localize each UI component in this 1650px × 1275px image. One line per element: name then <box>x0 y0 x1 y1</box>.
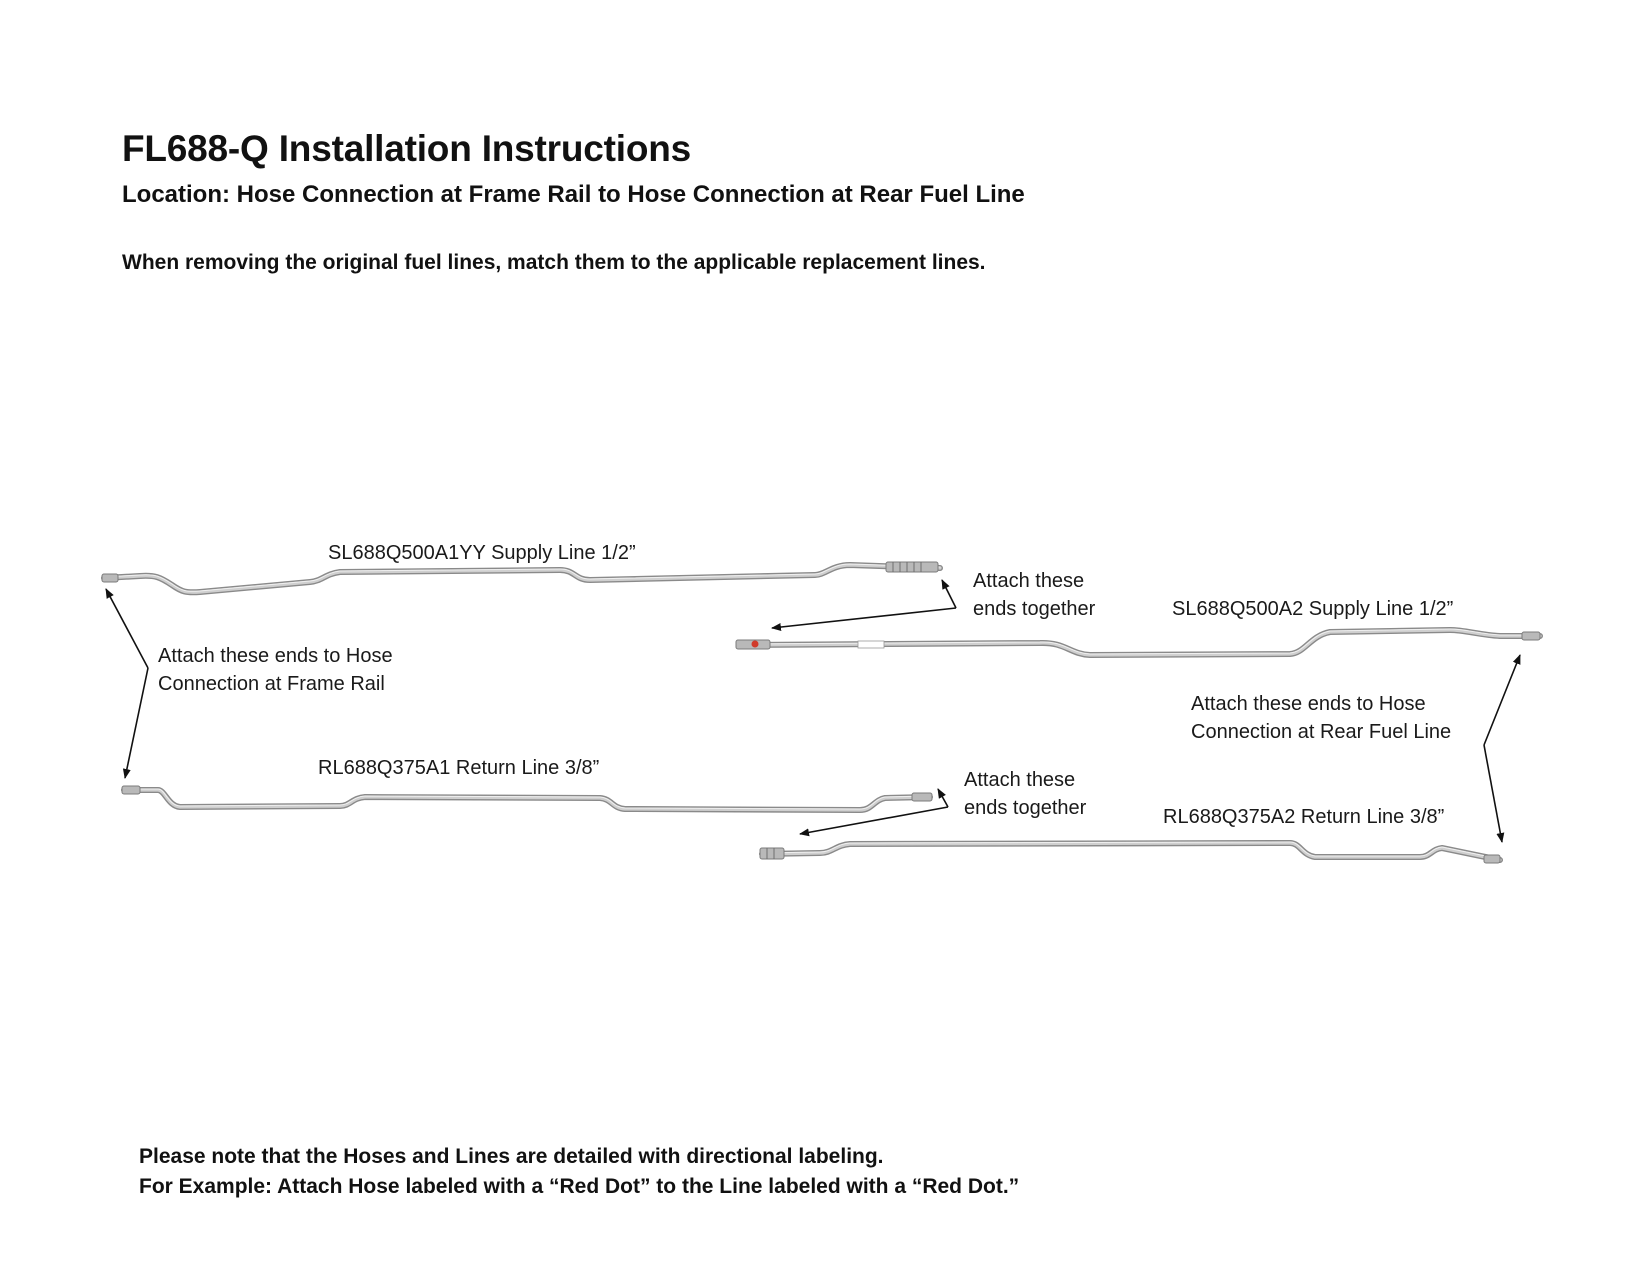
callout-supply-join-line1: Attach these <box>973 570 1085 592</box>
arrow-rear-fuel <box>1484 655 1520 842</box>
return-line-a2 <box>760 842 1500 863</box>
supply-line-a1-label: SL688Q500A1YY Supply Line 1/2” <box>328 542 636 564</box>
return-line-a2-label: RL688Q375A2 Return Line 3/8” <box>1163 806 1445 828</box>
arrow-supply-join <box>772 580 956 628</box>
supply-a1-frame-end-fitting <box>102 574 118 582</box>
intro-note: When removing the original fuel lines, match them to the applicable replacement lines. <box>122 251 986 274</box>
supply-a2-rear-end-fitting <box>1522 632 1540 640</box>
return-a1-hose-end-fitting <box>912 793 932 801</box>
callout-rear-fuel-line1: Attach these ends to Hose <box>1191 693 1426 715</box>
callout-frame-rail-line2: Connection at Frame Rail <box>158 673 385 695</box>
supply-line-a1 <box>102 562 940 592</box>
return-line-a1-label: RL688Q375A1 Return Line 3/8” <box>318 757 600 779</box>
page-title: FL688-Q Installation Instructions <box>122 128 692 169</box>
arrow-frame-rail <box>106 589 148 778</box>
part-label-tag <box>858 641 884 648</box>
callout-frame-rail-line1: Attach these ends to Hose <box>158 645 393 667</box>
callout-return-join-line1: Attach these <box>964 769 1076 791</box>
return-a2-rear-end-fitting <box>1484 855 1500 863</box>
callout-return-join <box>964 766 1086 822</box>
supply-line-a2-label: SL688Q500A2 Supply Line 1/2” <box>1172 598 1454 620</box>
page-subtitle: Location: Hose Connection at Frame Rail to Hose Connection at Rear Fuel Line <box>122 181 1025 208</box>
red-dot-marker <box>752 641 759 648</box>
callout-return-join-line2: ends together <box>964 797 1087 819</box>
footer-note-directional: Please note that the Hoses and Lines are detailed with directional labeling. <box>139 1145 884 1168</box>
callout-rear-fuel <box>1191 690 1451 746</box>
supply-a1-hose-end-fitting <box>886 562 938 572</box>
return-a2-hose-end-fitting <box>760 848 784 859</box>
return-a1-frame-end-fitting <box>122 786 140 794</box>
callout-rear-fuel-line2: Connection at Rear Fuel Line <box>1191 721 1452 743</box>
callout-supply-join <box>973 567 1095 623</box>
supply-line-a2 <box>736 629 1540 655</box>
callout-supply-join-line2: ends together <box>973 598 1096 620</box>
return-line-a1 <box>122 786 932 810</box>
callout-frame-rail <box>158 642 393 698</box>
footer-note-red-dot: For Example: Attach Hose labeled with a “Red Dot” to the Line labeled with a “Red Dot.” <box>139 1175 1020 1198</box>
